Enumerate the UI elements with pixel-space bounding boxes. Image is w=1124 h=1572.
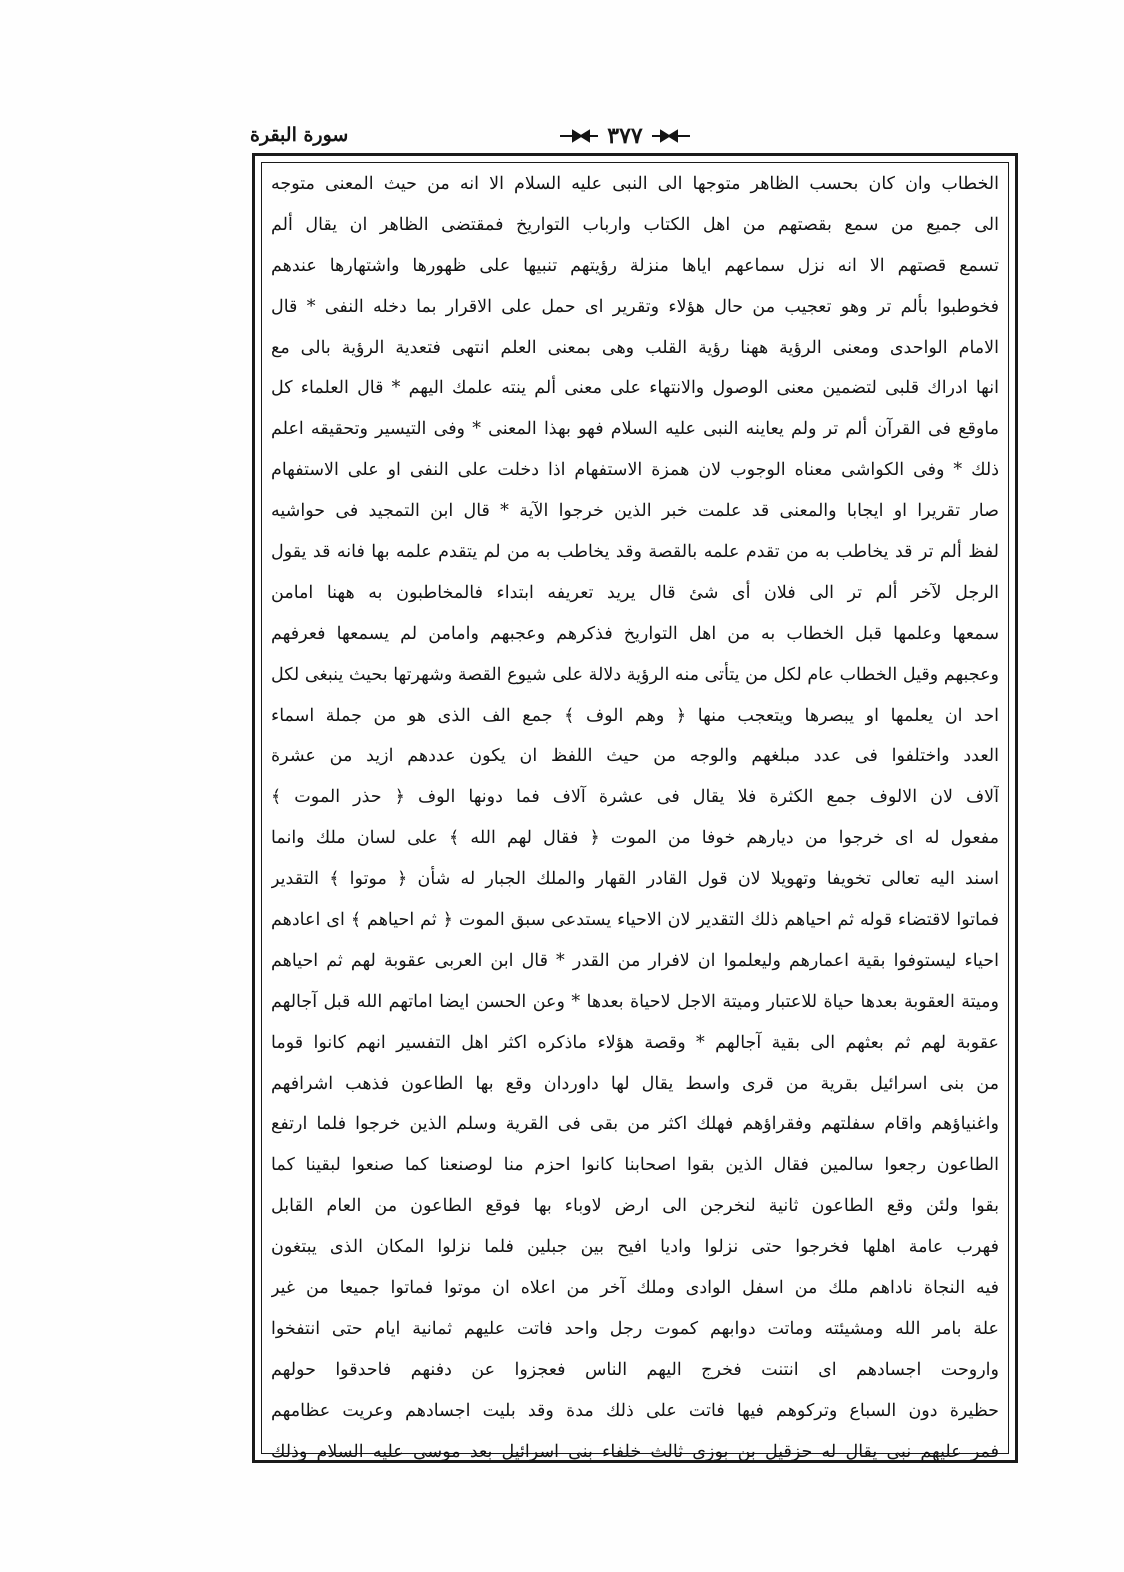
text-line: صار تقريرا او ايجابا والمعنى قد علمت خبر الذين خرجوا الآية * قال ابن التمجيد فى حواشيه <box>271 501 999 522</box>
body-text <box>271 164 999 1473</box>
text-line: ذلك * وفى الكواشى معناه الوجوب لان همزة الاستفهام اذا دخلت على النفى او على الاستفهام <box>271 460 999 481</box>
text-line: سمعها وعلمها قبل الخطاب به من اهل التواريخ فذكرهم وعجبهم وامامن لم يسمعها فعرفهم <box>271 623 999 644</box>
text-line: حظيرة دون السباع وتركوهم فيها فاتت على ذلك مدة وقد بليت اجسادهم وعريت عظامهم <box>271 1400 999 1421</box>
text-line: وميتة العقوبة بعدها حياة للاعتبار وميتة الاجل لاحياة بعدها * وعن الحسن ايضا اماتهم الله قبل آجالهم <box>271 991 999 1012</box>
text-line: لفظ ألم تر قد يخاطب به من تقدم علمه بالقصة وقد يخاطب به من لم يتقدم علمه بها فانه قد يقول <box>271 542 999 563</box>
text-line: من بنى اسرائيل بقرية من قرى واسط يقال لها داوردان وقع بها الطاعون فذهب اشرافهم <box>271 1073 999 1094</box>
text-line: فهرب عامة اهلها فخرجوا حتى نزلوا واديا افيح بين جبلين فلما نزلوا المكان الذى يبتغون <box>271 1237 999 1258</box>
text-line: آلاف لان الالوف جمع الكثرة فلا يقال فى عشرة آلاف فما دونها الوف ﴿ حذر الموت ﴾ <box>271 787 999 808</box>
text-line: اسند اليه تعالى تخويفا وتهويلا لان قول القادر القهار والملك الجبار له شأن ﴿ موتوا ﴾ التقدير <box>271 869 999 890</box>
text-line: الرجل لآخر ألم تر الى فلان أى شئ قال يريد تعريفه ابتداء فالمخاطبون به ههنا امامن <box>271 582 999 603</box>
surah-title: سورة البقرة <box>250 124 349 146</box>
text-line: فخوطبوا بألم تر وهو تعجيب من حال هؤلاء وتقرير اى حمل على الاقرار بما دخله النفى * قال <box>271 296 999 317</box>
text-line: ماوقع فى القرآن ألم تر ولم يعاينه النبى عليه السلام فهو بهذا المعنى * وفى التيسير وتحقيقه اعلم <box>271 419 999 440</box>
page-number-block <box>540 118 710 154</box>
text-line: انها ادراك قلبى لتضمين معنى الوصول والانتهاء على معنى ألم ينته علمك اليهم * قال العلماء كل <box>271 378 999 399</box>
right-ornament-icon <box>651 128 691 144</box>
text-line: فمر عليهم نبى يقال له حزقيل بن بوزى ثالث خلفاء بنى اسرائيل بعد موسى عليه السلام وذلك <box>271 1441 999 1462</box>
text-line: فماتوا لاقتضاء قوله ثم احياهم ذلك التقدير لان الاحياء يستدعى سبق الموت ﴿ ثم احياهم ﴾ اى اعادهم <box>271 910 999 931</box>
text-line: العدد واختلفوا فى عدد مبلغهم والوجه من حيث اللفظ ان يكون عددهم ازيد من عشرة <box>271 746 999 767</box>
text-line: علة بامر الله ومشيئته وماتت دوابهم كموت رجل واحد فاتت عليهم ثمانية ايام حتى انتفخوا <box>271 1318 999 1339</box>
text-line: واروحت اجسادهم اى انتنت فخرج اليهم الناس فعجزوا عن دفنهم فاحدقوا حولهم <box>271 1359 999 1380</box>
text-line: واغنياؤهم واقام سفلتهم وفقراؤهم فهلك اكثر من بقى فى القرية وسلم الذين خرجوا فلما ارتفع <box>271 1114 999 1135</box>
text-line: احياء ليستوفوا بقية اعمارهم وليعلموا ان لافرار من القدر * قال ابن العربى عقوبة لهم ثم احياهم <box>271 950 999 971</box>
text-line: تسمع قصتهم الا انه نزل سماعهم اياها منزلة رؤيتهم تنبيها على ظهورها واشتهارها عندهم <box>271 255 999 276</box>
page-number: ٣٧٧ <box>607 123 643 149</box>
text-frame <box>252 153 1018 1463</box>
text-line: فيه النجاة ناداهم ملك من اسفل الوادى وملك آخر من اعلاه ان موتوا فماتوا جميعا من غير <box>271 1278 999 1299</box>
text-line: وعجبهم وقيل الخطاب عام لكل من يتأتى منه الرؤية دلالة على شيوع القصة وشهرتها بحيث ينبغى لكل <box>271 664 999 685</box>
page-header <box>250 118 1020 154</box>
text-line: عقوبة لهم ثم بعثهم الى بقية آجالهم * وقصة هؤلاء ماذكره اكثر اهل التفسير انهم كانوا قوما <box>271 1032 999 1053</box>
text-line: الطاعون رجعوا سالمين فقال الذين بقوا اصحابنا كانوا احزم منا لوصنعنا كما صنعوا لبقينا كما <box>271 1155 999 1176</box>
left-ornament-icon <box>559 128 599 144</box>
text-line: بقوا ولئن وقع الطاعون ثانية لنخرجن الى ارض لاوباء بها فوقع الطاعون من العام القابل <box>271 1196 999 1217</box>
text-line: الامام الواحدى ومعنى الرؤية ههنا رؤية القلب وهى بمعنى العلم انتهى فتعدية الرؤية بالى مع <box>271 337 999 358</box>
text-line: الخطاب وان كان بحسب الظاهر متوجها الى النبى عليه السلام الا انه من حيث المعنى متوجه <box>271 174 999 194</box>
text-line: احد ان يعلمها او يبصرها ويتعجب منها ﴿ وهم الوف ﴾ جمع الف الذى هو من جملة اسماء <box>271 705 999 726</box>
text-line: مفعول له اى خرجوا من ديارهم خوفا من الموت ﴿ فقال لهم الله ﴾ على لسان ملك وانما <box>271 828 999 849</box>
text-line: الى جميع من سمع بقصتهم من اهل الكتاب وارباب التواريخ فمقتضى الظاهر ان يقال ألم <box>271 214 999 235</box>
